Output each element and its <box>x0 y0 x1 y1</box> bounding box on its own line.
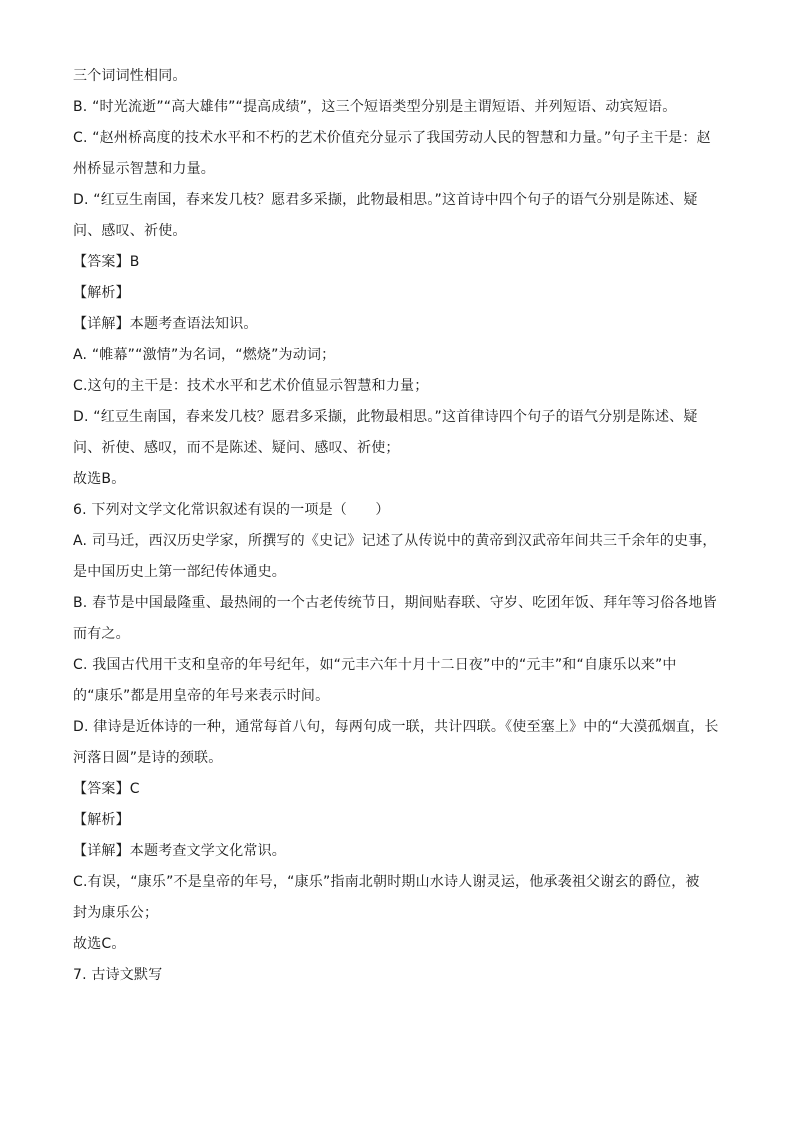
option-c-line: C. 我国古代用干支和皇帝的年号纪年，如“元丰六年十月十二日夜”中的“元丰”和“自康乐以来”中 <box>73 657 677 673</box>
question-7-title: 7. 古诗文默写 <box>73 967 163 983</box>
option-a-line: A. 司马迁，西汉历史学家，所撰写的《史记》记述了从传说中的黄帝到汉武帝年间共三千余年的史事， <box>73 533 717 549</box>
text-line: 的“康乐”都是用皇帝的年号来表示时间。 <box>73 688 330 704</box>
option-c-line: C. “赵州桥高度的技术水平和不朽的艺术价值充分显示了我国劳动人民的智慧和力量。”句子主干是：赵 <box>73 130 711 146</box>
detail-label: 【详解】本题考查语法知识。 <box>73 316 258 332</box>
text-line: C.有误，“康乐”不是皇帝的年号，“康乐”指南北朝时期山水诗人谢灵运，他承袭祖父谢玄的爵位，被 <box>73 874 700 890</box>
option-d-line: D. “红豆生南国，春来发几枝？愿君多采撷，此物最相思。”这首诗中四个句子的语气分别是陈述、疑 <box>73 192 698 208</box>
question-6-title: 6. 下列对文学文化常识叙述有误的一项是（ ） <box>73 502 390 518</box>
answer-label: 【答案】C <box>73 781 140 797</box>
option-b-line: B. 春节是中国最隆重、最热闹的一个古老传统节日，期间贴春联、守岁、吃团年饭、拜年等习俗各地皆 <box>73 595 717 611</box>
text-line: C.这句的主干是：技术水平和艺术价值显示智慧和力量； <box>73 378 429 394</box>
text-line: 河落日圆”是诗的颈联。 <box>73 750 223 766</box>
text-line: 而有之。 <box>73 626 130 642</box>
text-line: A. “帷幕”“激情”为名词，“燃烧”为动词； <box>73 347 336 363</box>
detail-label: 【详解】本题考查文学文化常识。 <box>73 843 286 859</box>
text-line: 问、感叹、祈使。 <box>73 223 187 239</box>
text-line: D. “红豆生南国，春来发几枝？愿君多采撷，此物最相思。”这首律诗四个句子的语气分别是陈述、疑 <box>73 409 698 425</box>
text-line: 封为康乐公； <box>73 905 159 921</box>
text-line: 故选C。 <box>73 936 126 952</box>
analysis-label: 【解析】 <box>73 285 130 301</box>
text-line: 问、祈使、感叹，而不是陈述、疑问、感叹、祈使； <box>73 440 400 456</box>
option-b-line: B. “时光流逝”“高大雄伟”“提高成绩”，这三个短语类型分别是主谓短语、并列短语、动宾短语。 <box>73 99 677 115</box>
text-line: 故选B。 <box>73 471 126 487</box>
option-d-line: D. 律诗是近体诗的一种，通常每首八句，每两句成一联，共计四联。《使至塞上》中的“大漠孤烟直，长 <box>73 719 719 735</box>
text-line: 是中国历史上第一部纪传体通史。 <box>73 564 286 580</box>
text-line: 三个词词性相同。 <box>73 68 187 84</box>
answer-label: 【答案】B <box>73 254 140 270</box>
analysis-label: 【解析】 <box>73 812 130 828</box>
text-line: 州桥显示智慧和力量。 <box>73 161 215 177</box>
